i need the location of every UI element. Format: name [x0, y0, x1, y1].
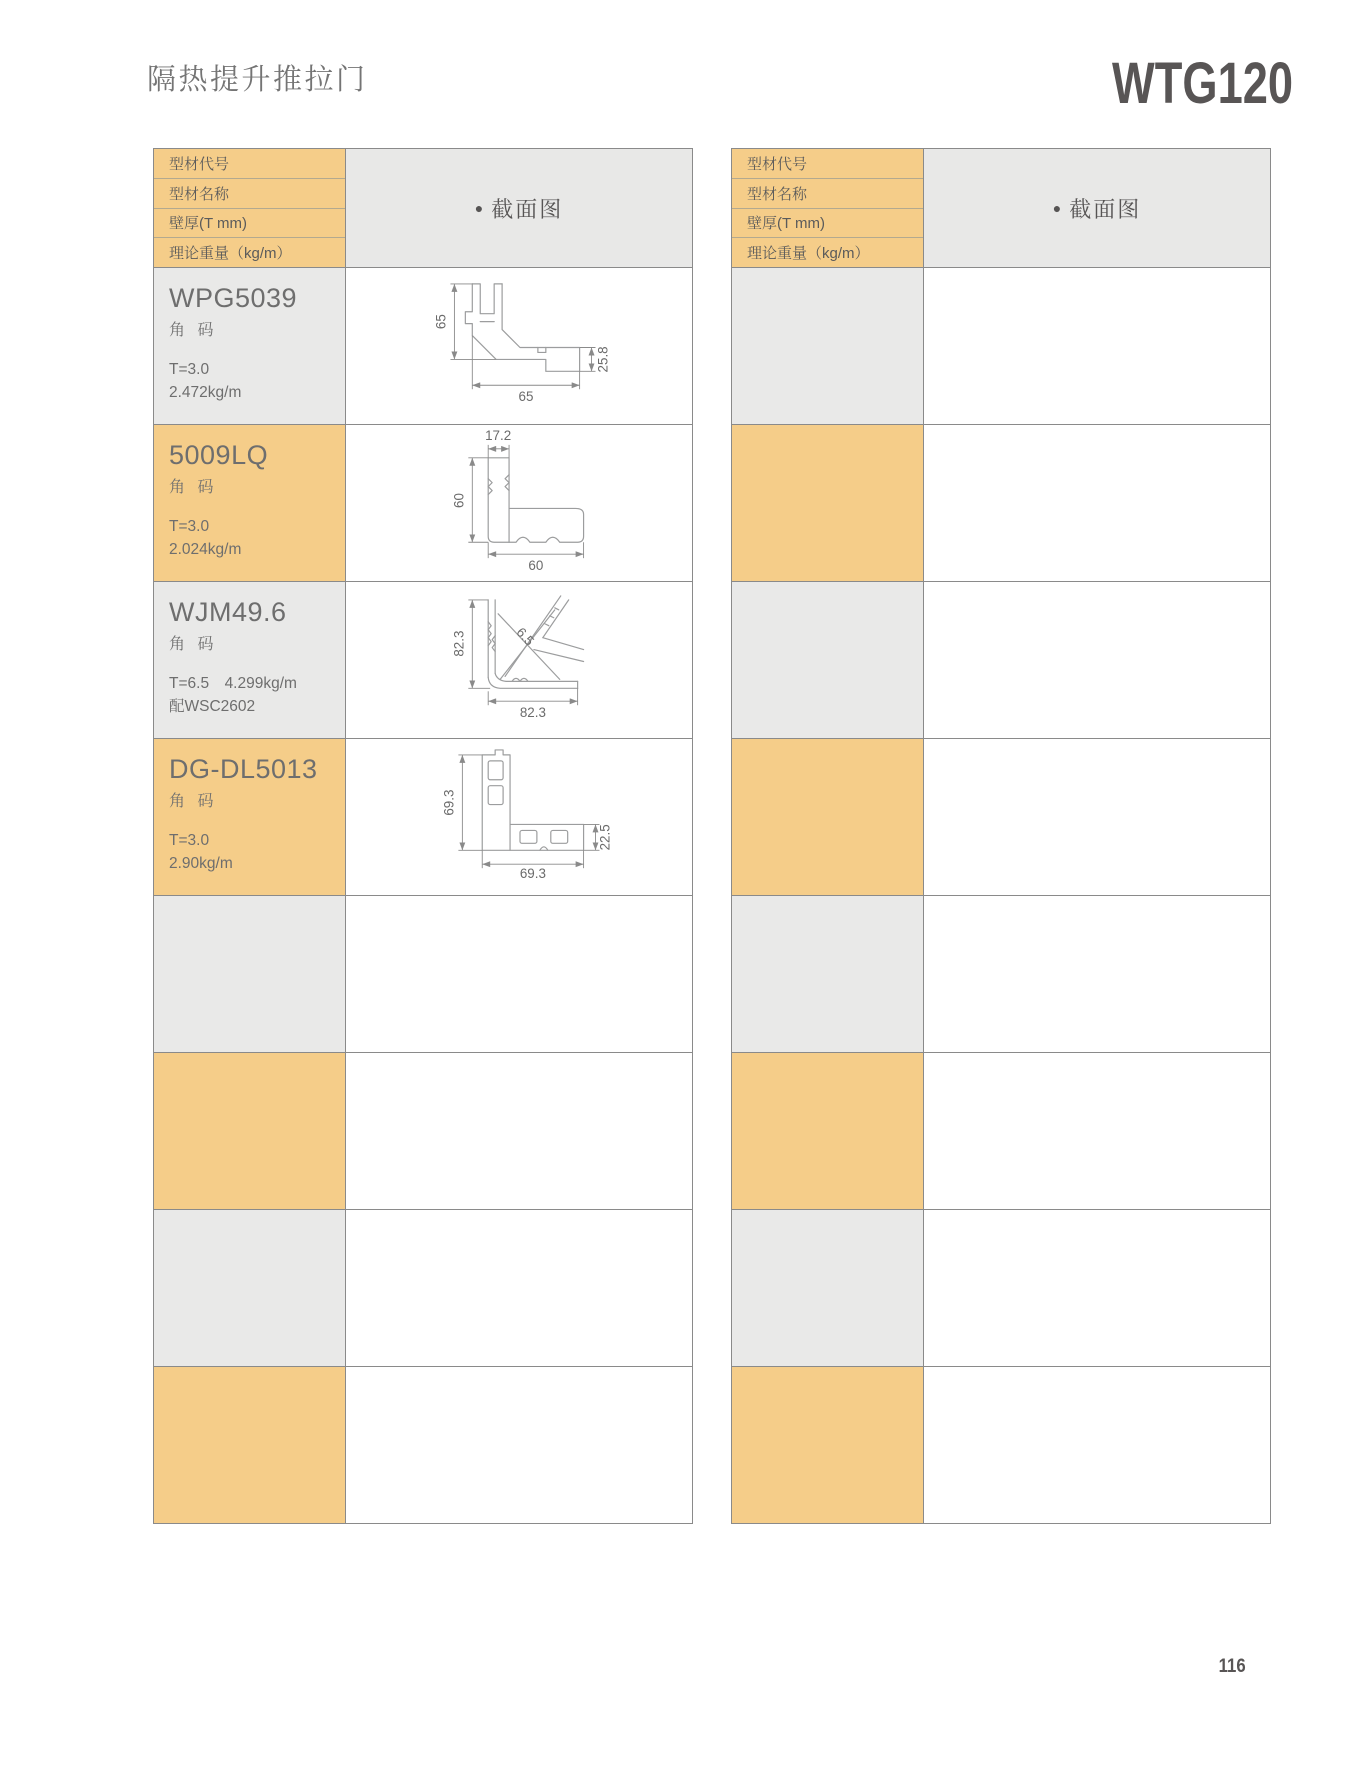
section-diagram-cell: [346, 424, 692, 581]
profile-label-cell: [154, 738, 346, 895]
profile-label-cell: [732, 581, 924, 738]
dim-label-left: 69.3: [441, 789, 457, 816]
profile-outline: [465, 284, 579, 371]
dim-label-left: 65: [433, 314, 449, 330]
header-profile-code: 型材代号: [732, 149, 923, 179]
section-diagram-header: [924, 149, 1270, 267]
header-profile-name: 型材名称: [154, 179, 345, 209]
profile-code: DG-DL5013: [169, 754, 318, 784]
section-drawing-wjm496: [346, 582, 692, 738]
profile-thickness: T=3.0: [169, 518, 210, 535]
dim-label-bottom: 60: [528, 558, 544, 574]
header-theoretical-weight: 理论重量（kg/m）: [169, 245, 292, 263]
page-title: 隔热提升推拉门: [147, 64, 368, 96]
section-diagram-cell: [924, 1366, 1270, 1523]
profile-label-cell: [732, 1209, 924, 1366]
section-diagram-cell: [346, 1209, 692, 1366]
dim-label-right: 22.5: [597, 824, 613, 851]
table-header-labels: [154, 149, 346, 267]
section-diagram-cell: [924, 738, 1270, 895]
profile-name: 角 码: [169, 479, 218, 496]
model-code: WTG120: [1111, 51, 1293, 116]
section-diagram-cell: [346, 267, 692, 424]
profile-outline: [488, 596, 583, 688]
section-diagram-cell: [346, 738, 692, 895]
profile-thickness: T=3.0: [169, 361, 210, 378]
dim-label-top: 17.2: [485, 427, 512, 443]
section-drawing-5009lq: [346, 425, 692, 581]
header-profile-name: 型材名称: [732, 179, 923, 209]
section-diagram-cell: [346, 581, 692, 738]
bullet-icon: ●: [474, 200, 486, 216]
section-drawing-dgdl5013: [346, 739, 692, 895]
profile-label-cell: [732, 424, 924, 581]
profile-outline: [488, 458, 583, 542]
profile-label-cell: [732, 895, 924, 1052]
profile-label-cell: [154, 1366, 346, 1523]
header-profile-code: 型材代号: [154, 149, 345, 179]
profile-label-cell: [154, 895, 346, 1052]
profile-code: 5009LQ: [169, 440, 269, 470]
section-diagram-cell: [346, 1052, 692, 1209]
profile-label-cell: [732, 1366, 924, 1523]
section-diagram-cell: [924, 267, 1270, 424]
profile-label-cell: [154, 1209, 346, 1366]
profile-weight: 2.024kg/m: [169, 541, 242, 558]
profile-thickness-weight: T=6.5 4.299kg/m: [169, 675, 297, 692]
profile-table-left: [153, 148, 693, 1524]
profile-weight: 2.472kg/m: [169, 384, 242, 401]
bullet-icon: ●: [1052, 200, 1064, 216]
profile-code: WJM49.6: [169, 597, 287, 627]
profile-label-cell: [732, 267, 924, 424]
profile-weight: 2.90kg/m: [169, 855, 233, 872]
section-diagram-cell: [924, 1209, 1270, 1366]
dimension-lines: [468, 600, 577, 705]
profile-label-cell: [154, 267, 346, 424]
section-header-label: 截面图: [1069, 196, 1142, 222]
dim-label-left: 60: [451, 493, 467, 508]
section-drawing-wpg5039: [346, 268, 692, 424]
dim-label-left: 82.3: [451, 630, 467, 657]
profile-label-cell: [732, 738, 924, 895]
profile-label-cell: [154, 424, 346, 581]
table-header-labels: [732, 149, 924, 267]
header-wall-thickness: 壁厚(T mm): [154, 209, 345, 239]
dim-label-bottom: 65: [518, 389, 534, 405]
profile-name: 角 码: [169, 793, 218, 810]
profile-table-right: [731, 148, 1271, 1524]
dim-label-bottom: 69.3: [519, 866, 546, 882]
profile-thickness: T=3.0: [169, 832, 210, 849]
header-wall-thickness: 壁厚(T mm): [732, 209, 923, 239]
profile-name: 角 码: [169, 636, 218, 653]
section-header-label: 截面图: [491, 196, 564, 222]
section-diagram-cell: [924, 895, 1270, 1052]
dim-label-bottom: 82.3: [519, 705, 546, 721]
section-diagram-cell: [346, 1366, 692, 1523]
profile-outline: [482, 750, 583, 850]
profile-label-cell: [732, 1052, 924, 1209]
dimension-lines: [458, 755, 599, 868]
section-diagram-cell: [924, 424, 1270, 581]
section-diagram-cell: [924, 1052, 1270, 1209]
dim-label-cross: 6.5: [513, 624, 538, 649]
dim-label-right: 25.8: [595, 346, 611, 373]
dimension-lines: [468, 445, 583, 558]
page-number: 116: [1219, 1656, 1246, 1677]
section-diagram-cell: [346, 895, 692, 1052]
profile-code: WPG5039: [169, 283, 298, 313]
profile-label-cell: [154, 581, 346, 738]
section-diagram-cell: [924, 581, 1270, 738]
profile-label-cell: [154, 1052, 346, 1209]
profile-match-code: 配WSC2602: [169, 698, 256, 715]
profile-name: 角 码: [169, 322, 218, 339]
header-theoretical-weight: 理论重量（kg/m）: [747, 245, 870, 263]
section-diagram-header: [346, 149, 692, 267]
